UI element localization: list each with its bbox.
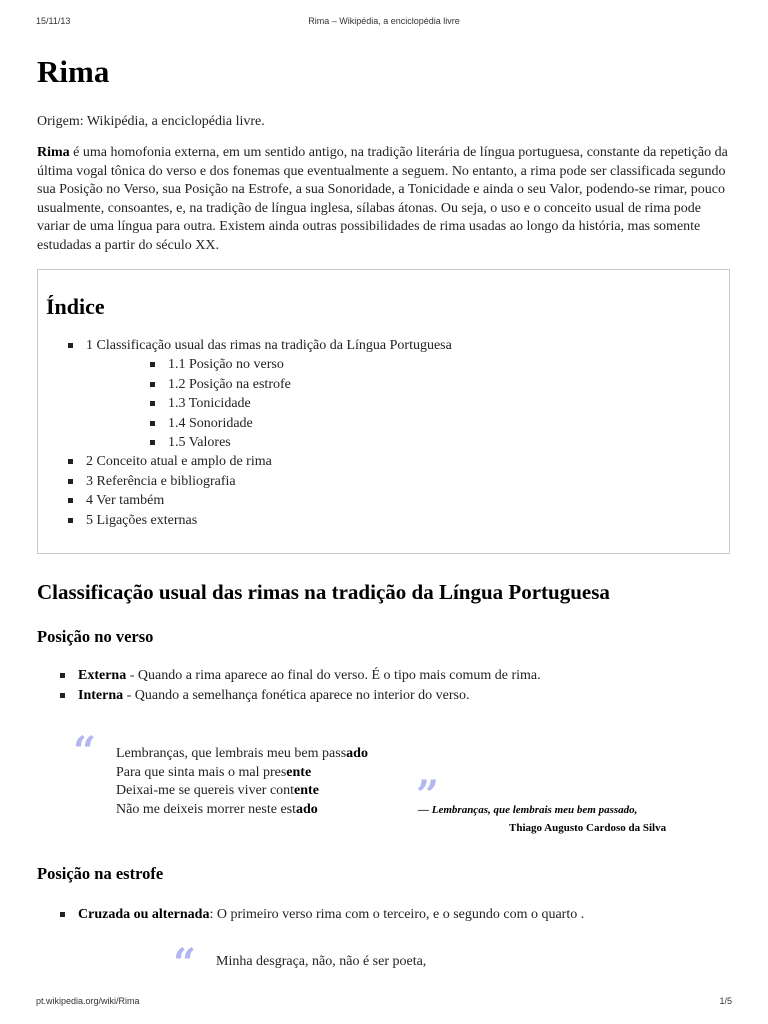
bullet-icon <box>68 479 73 484</box>
list-item <box>37 686 732 706</box>
toc-item[interactable] <box>46 336 721 452</box>
toc-subitem-label[interactable]: 1.4 Sonoridade <box>168 415 253 431</box>
verse-line: Minha desgraça, não, não é ser poeta, <box>216 954 427 969</box>
page-title: Rima <box>37 54 110 89</box>
rhyme-position-list <box>37 666 732 706</box>
bullet-icon <box>68 518 73 523</box>
bullet-icon <box>150 401 155 406</box>
toc-subitem-label[interactable]: 1.2 Posição na estrofe <box>168 376 291 392</box>
bullet-icon <box>68 343 73 348</box>
lead-paragraph <box>37 144 732 255</box>
bullet-icon <box>60 693 65 698</box>
print-date: 15/11/13 <box>36 16 71 26</box>
toc-item[interactable] <box>46 491 721 510</box>
quote-author: Thiago Augusto Cardoso da Silva <box>509 822 667 834</box>
toc-subitem-label[interactable]: 1.5 Valores <box>168 435 231 451</box>
print-url: pt.wikipedia.org/wiki/Rima <box>36 996 140 1006</box>
blockquote <box>37 728 732 842</box>
toc-item-label[interactable]: 5 Ligações externas <box>86 512 198 528</box>
toc-subitem-label[interactable]: 1.3 Tonicidade <box>168 396 251 412</box>
bullet-icon <box>150 421 155 426</box>
subsection-heading-posicao-verso: Posição no verso <box>37 627 154 646</box>
verse-lines <box>116 745 368 819</box>
bullet-icon <box>60 673 65 678</box>
bullet-icon <box>68 459 73 464</box>
subsection-heading-posicao-estrofe: Posição na estrofe <box>37 864 164 883</box>
verse-line: Lembranças, que lembrais meu bem passado <box>116 746 368 761</box>
toc-list <box>46 336 721 530</box>
bullet-icon <box>150 440 155 445</box>
blockquote <box>37 940 732 987</box>
toc-subitem-label[interactable]: 1.1 Posição no verso <box>168 357 284 373</box>
toc-item[interactable] <box>46 511 721 530</box>
lead-text: é uma homofonia externa, em um sentido antigo, na tradição literária de língua portuguesa, constante da repetição da última vogal tônica do verso e dos fonemas que eventualmente a seguem. No entanto, a rima pode ser classificada segundo sua Posição no Verso, sua Posição na Estrofe, a sua Sonoridade, a Tonicidade e ainda o seu Valor, podendo-se rimar, pouco usualmente, consoantes, e, na tradição de língua inglesa, sílabas átonas. Ou seja, o uso e o conceito usual de rima pode variar de uma língua para outra. Existem ainda outras possibilidades de rima usadas ao longo da história, mas somente estudadas a partir do século XX. <box>37 145 728 253</box>
toc-item-label[interactable]: 4 Ver também <box>86 493 165 509</box>
table-of-contents <box>37 269 730 554</box>
toc-subitem[interactable] <box>86 375 721 394</box>
print-header <box>36 16 732 30</box>
stanza-position-list <box>37 905 732 925</box>
toc-item[interactable] <box>46 472 721 491</box>
toc-item-label[interactable]: 2 Conceito atual e amplo de rima <box>86 454 272 470</box>
article-content <box>37 52 732 987</box>
print-page-number: 1/5 <box>719 996 732 1006</box>
toc-subitem[interactable] <box>86 394 721 413</box>
list-item-text: : O primeiro verso rima com o terceiro, e o segundo com o quarto . <box>209 907 585 922</box>
list-item-text: - Quando a rima aparece ao final do verso. É o tipo mais comum de rima. <box>126 668 541 683</box>
open-quote-icon: “ <box>73 728 97 775</box>
site-subtitle: Origem: Wikipédia, a enciclopédia livre. <box>37 114 265 129</box>
toc-item-label[interactable]: 3 Referência e bibliografia <box>86 473 236 489</box>
list-item <box>37 666 732 686</box>
verse-line: Para que sinta mais o mal presente <box>116 764 312 780</box>
verse-line: Deixai-me se quereis viver contente <box>116 783 319 798</box>
print-page-title: Rima – Wikipédia, a enciclopédia livre <box>308 16 460 26</box>
bullet-icon <box>150 382 155 387</box>
list-item-term[interactable]: Cruzada ou alternada <box>78 907 210 922</box>
toc-subitem[interactable] <box>86 414 721 433</box>
bullet-icon <box>68 498 73 503</box>
section-heading: Classificação usual das rimas na tradição da Língua Portuguesa <box>37 580 610 604</box>
open-quote-icon: “ <box>173 940 197 987</box>
toc-item-label[interactable]: 1 Classificação usual das rimas na tradição da Língua Portuguesa <box>86 338 452 353</box>
lead-term: Rima <box>37 145 70 160</box>
list-item <box>37 905 732 925</box>
close-quote-icon: ” <box>416 772 440 819</box>
bullet-icon <box>150 362 155 367</box>
list-item-term[interactable]: Interna <box>78 688 124 703</box>
list-item-term[interactable]: Externa <box>78 668 127 683</box>
bullet-icon <box>60 912 65 917</box>
toc-subitem[interactable] <box>86 355 721 374</box>
toc-title: Índice <box>46 294 105 319</box>
quote-citation: — Lembranças, que lembrais meu bem passado, <box>418 804 638 816</box>
list-item-text: - Quando a semelhança fonética aparece no interior do verso. <box>123 688 470 703</box>
toc-item[interactable] <box>46 452 721 471</box>
verse-line: Não me deixeis morrer neste estado <box>116 801 318 817</box>
toc-sublist <box>86 355 721 452</box>
toc-subitem[interactable] <box>86 433 721 452</box>
